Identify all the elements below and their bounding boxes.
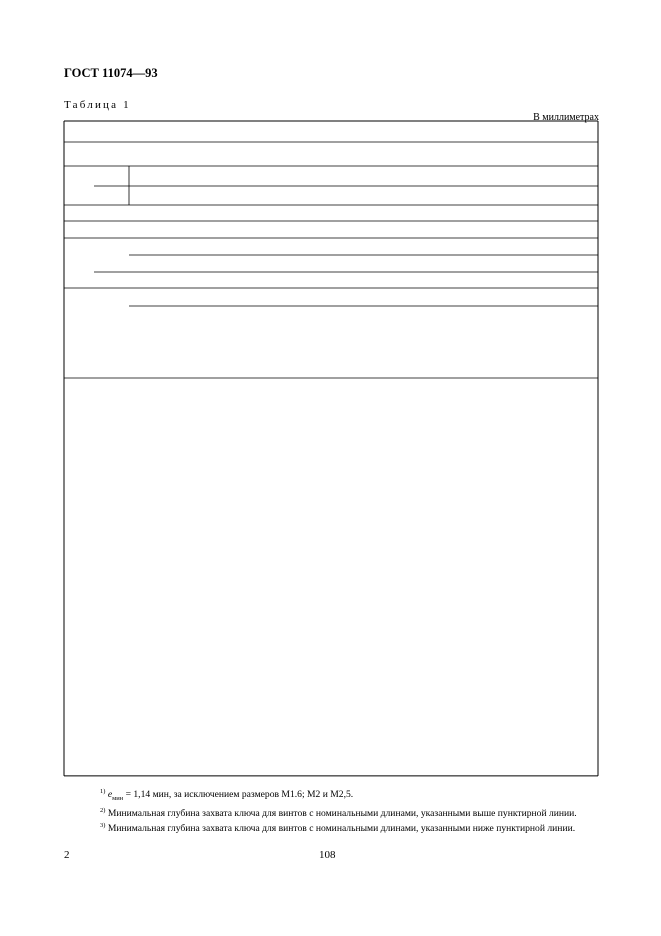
footnote-3 <box>64 820 598 835</box>
footnote-1-symbol: e <box>107 789 113 801</box>
footnote-3-mark: 3) <box>100 822 106 830</box>
footnote-2-text: Минимальная глубина захвата ключа для винтов с номинальными длинами, указанными выше пунктирной линии. <box>105 808 577 820</box>
footnotes <box>64 786 598 836</box>
footnote-2-mark: 2) <box>100 807 106 815</box>
footnote-1-sub: мин <box>112 795 124 803</box>
footnote-1-text: = 1,14 мин, за исключением размеров M1.6; M2 и M2,5. <box>123 789 354 801</box>
units-label: В миллиметрах <box>533 112 599 123</box>
table-title: Таблица 1 <box>64 99 131 111</box>
page-number-left: 2 <box>64 849 70 861</box>
footnote-3-text: Минимальная глубина захвата ключа для винтов с номинальными длинами, указанными ниже пунктирной линии. <box>105 823 576 835</box>
page-number-center: 108 <box>319 849 336 861</box>
footnote-1 <box>64 786 598 805</box>
standard-number: ГОСТ 11074—93 <box>64 66 158 80</box>
footnote-1-mark: 1) <box>100 788 106 795</box>
footnote-2 <box>64 805 598 820</box>
